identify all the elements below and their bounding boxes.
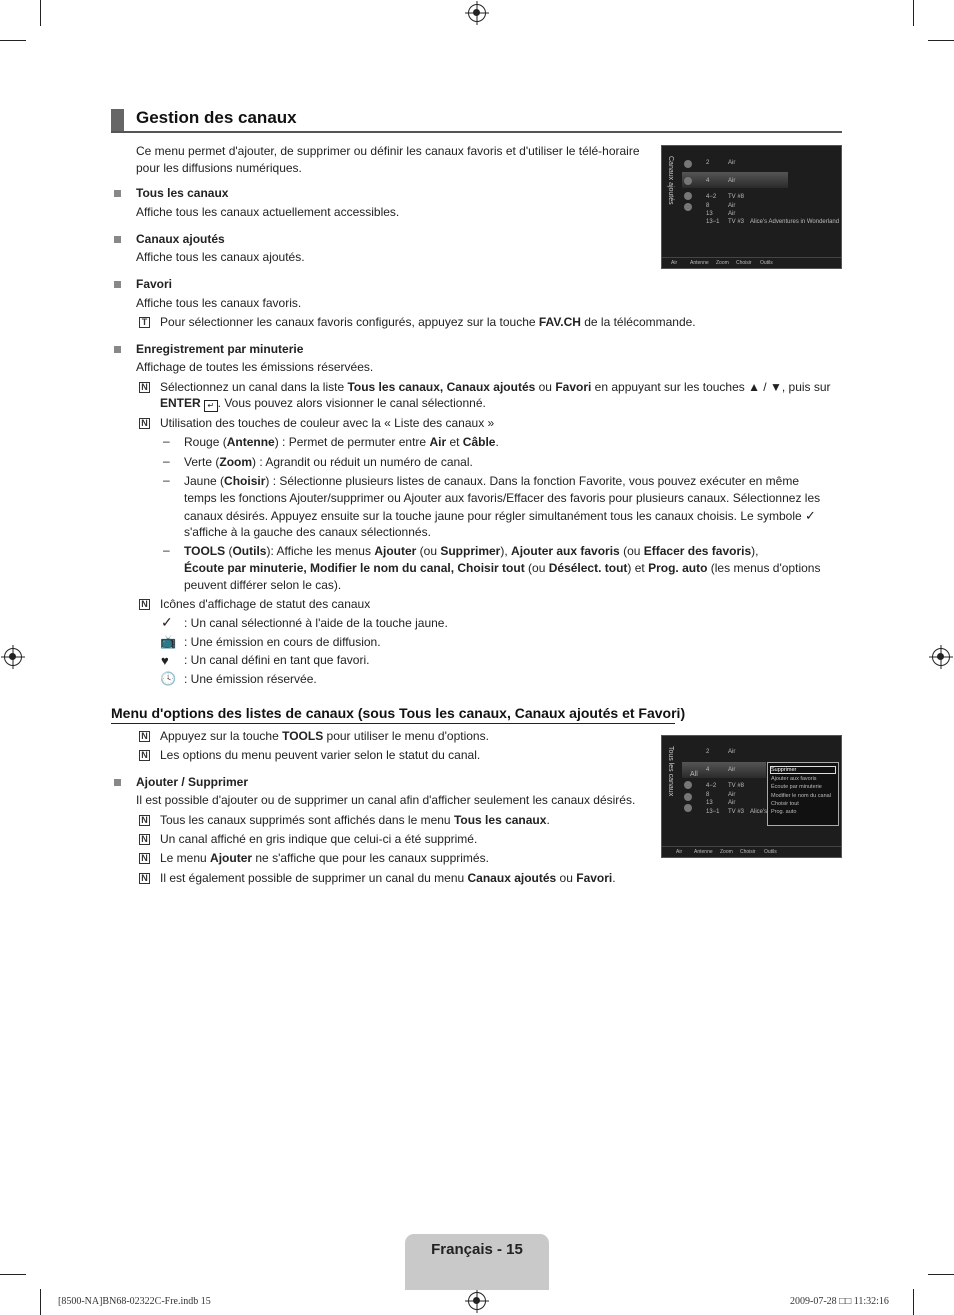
- tip-note-icon: T: [139, 317, 150, 328]
- row-name: Air: [728, 203, 736, 209]
- channel-icon: [684, 177, 692, 185]
- all-label: All: [690, 771, 698, 778]
- antenna-icon: [684, 781, 692, 789]
- screen-footer: [662, 846, 841, 857]
- check-icon: ✓: [805, 508, 816, 523]
- clock-icon: [684, 203, 692, 211]
- menu-item-supprimer[interactable]: Supprimer: [770, 766, 836, 774]
- note-icon: N: [139, 599, 150, 610]
- note-icons: Icônes d'affichage de statut des canaux: [160, 597, 371, 611]
- note-icon: N: [139, 873, 150, 884]
- row-name: Air: [728, 767, 736, 773]
- item-heading: Favori: [136, 277, 173, 291]
- crop-mark: [913, 0, 914, 26]
- crop-mark: [0, 40, 26, 41]
- note-icon: N: [139, 750, 150, 761]
- dash-bullet: –: [163, 543, 170, 557]
- favori-note: Pour sélectionner les canaux favoris configurés, appuyez sur la touche FAV.CH de la télécommande.: [160, 315, 696, 329]
- section2-rule: [111, 723, 675, 724]
- crop-mark: [913, 1289, 914, 1315]
- bullet-square-icon: [114, 281, 121, 288]
- clock-icon: 🕓: [160, 671, 177, 686]
- item-desc: Il est possible d'ajouter ou de supprimer un canal afin d'afficher seulement les canaux désirés.: [136, 793, 636, 807]
- title-rule: [111, 131, 842, 133]
- bullet-square-icon: [114, 190, 121, 197]
- status-check-text: : Un canal sélectionné à l'aide de la touche jaune.: [184, 616, 448, 630]
- item-desc: Affiche tous les canaux favoris.: [136, 296, 302, 310]
- item-heading: Canaux ajoutés: [136, 232, 225, 246]
- antenna-icon: [684, 160, 692, 168]
- note-select-line2: ENTER ↵ . Vous pouvez alors visionner le canal sélectionné.: [160, 396, 486, 410]
- item-desc: Affiche tous les canaux ajoutés.: [136, 250, 305, 264]
- registration-mark-icon: [468, 4, 486, 22]
- options-menu: [767, 762, 839, 826]
- status-tv-text: : Une émission en cours de diffusion.: [184, 635, 381, 649]
- row-name: Air: [728, 749, 736, 755]
- row-program: Alice's: [750, 809, 768, 815]
- row-num: 13−1: [706, 809, 720, 815]
- registration-mark-icon: [4, 648, 22, 666]
- crop-mark: [40, 0, 41, 26]
- print-info-left: [8500-NA]BN68-02322C-Fre.indb 15: [58, 1296, 211, 1307]
- dash-bullet: –: [163, 454, 170, 468]
- crop-mark: [928, 40, 954, 41]
- item-desc: Affiche tous les canaux actuellement accessibles.: [136, 205, 400, 219]
- row-name: Air: [728, 211, 736, 217]
- note-colors: Utilisation des touches de couleur avec la « Liste des canaux »: [160, 416, 495, 430]
- footer-item: Antenne: [690, 260, 709, 266]
- intro-text: Ce menu permet d'ajouter, de supprimer ou définir les canaux favoris et d'utiliser le télé-horaire pour les diffusions numériques.: [136, 144, 640, 175]
- s2-note-item: Il est également possible de supprimer un canal du menu Canaux ajoutés ou Favori.: [160, 871, 616, 885]
- crop-mark: [40, 1289, 41, 1315]
- dash-yellow-line4: s'affiche à la gauche des canaux sélectionnés.: [184, 525, 431, 539]
- heart-icon: [684, 793, 692, 801]
- tv-screen-tous-les-canaux: [661, 735, 842, 858]
- dash-yellow-line2: temps les fonctions Ajouter/supprimer ou Ajouter aux favoris/Effacer des favoris pour plusieurs canaux. Sélectionnez les: [184, 491, 821, 505]
- screen-footer: [662, 257, 841, 268]
- dash-bullet: –: [163, 434, 170, 448]
- heart-icon: ♥: [161, 653, 169, 668]
- row-num: 13: [706, 800, 713, 806]
- footer-item: Choisir: [736, 260, 752, 266]
- s2-note1: Appuyez sur la touche TOOLS pour utiliser le menu d'options.: [160, 729, 489, 743]
- row-num: 8: [706, 203, 710, 209]
- status-clock-text: : Une émission réservée.: [184, 672, 317, 686]
- note-icon: N: [139, 418, 150, 429]
- row-name: Air: [728, 160, 736, 166]
- footer-item: Zoom: [720, 849, 733, 855]
- footer-item: Outils: [760, 260, 773, 266]
- s2-note-item: Le menu Ajouter ne s'affiche que pour les canaux supprimés.: [160, 851, 489, 865]
- note-icon: N: [139, 382, 150, 393]
- registration-mark-icon: [932, 648, 950, 666]
- section2-title: Menu d'options des listes de canaux (sous Tous les canaux, Canaux ajoutés et Favori): [111, 705, 686, 721]
- item-desc: Affichage de toutes les émissions réservées.: [136, 360, 374, 374]
- row-name: TV #8: [728, 783, 745, 789]
- dash-yellow-line1: Jaune (Choisir) : Sélectionne plusieurs listes de canaux. Dans la fonction Favorite, vous pouvez exécuter en même: [184, 474, 799, 488]
- s2-note2: Les options du menu peuvent varier selon le statut du canal.: [160, 748, 481, 762]
- menu-item[interactable]: Choisir tout: [771, 801, 799, 807]
- footer-item: Air: [671, 260, 678, 266]
- crop-mark: [0, 1274, 26, 1275]
- enter-key-icon: ↵: [204, 400, 218, 412]
- row-num: 4−2: [706, 194, 717, 200]
- row-name: TV #8: [728, 194, 745, 200]
- footer-item: Air: [676, 849, 683, 855]
- dash-bullet: –: [163, 473, 170, 487]
- item-heading: Tous les canaux: [136, 186, 229, 200]
- footer-item: Antenne: [694, 849, 713, 855]
- row-num: 4: [706, 767, 710, 773]
- screen-side-label: Canaux ajoutés: [667, 156, 674, 205]
- dash-red: Rouge (Antenne) : Permet de permuter entre Air et Câble.: [184, 435, 499, 449]
- s2-note-item: Tous les canaux supprimés sont affichés dans le menu Tous les canaux.: [160, 813, 550, 827]
- row-program: Alice's Adventures in Wonderland: [750, 219, 840, 225]
- registration-mark-icon: [468, 1292, 486, 1310]
- dash-tools-line3: peuvent différer selon le cas).: [184, 578, 342, 592]
- dash-tools-line1: TOOLS (Outils): Affiche les menus Ajouter (ou Supprimer), Ajouter aux favoris (ou Effacer des favoris),: [184, 544, 759, 558]
- note-icon: N: [139, 731, 150, 742]
- note-icon: N: [139, 834, 150, 845]
- page-number-label: Français - 15: [431, 1241, 523, 1258]
- check-icon: ✓: [161, 614, 173, 630]
- bullet-square-icon: [114, 346, 121, 353]
- note-select-line1: Sélectionnez un canal dans la liste Tous les canaux, Canaux ajoutés ou Favori en appuyant sur les touches ▲ / ▼, puis sur: [160, 380, 831, 394]
- dash-green: Verte (Zoom) : Agrandit ou réduit un numéro de canal.: [184, 455, 473, 469]
- crop-mark: [928, 1274, 954, 1275]
- row-name: TV #3: [728, 219, 745, 225]
- footer-item: Choisir: [740, 849, 756, 855]
- item-heading: Enregistrement par minuterie: [136, 342, 304, 356]
- tv-screen-canaux-ajoutes: [661, 145, 842, 269]
- row-name: Air: [728, 792, 736, 798]
- menu-item[interactable]: Écoute par minuterie: [771, 784, 822, 790]
- row-name: TV #3: [728, 809, 745, 815]
- item-heading: Ajouter / Supprimer: [136, 775, 249, 789]
- clock-icon: [684, 804, 692, 812]
- tv-icon: 📺: [160, 634, 177, 649]
- menu-item[interactable]: Prog. auto: [771, 809, 797, 815]
- note-icon: N: [139, 853, 150, 864]
- row-num: 2: [706, 749, 710, 755]
- row-num: 4−2: [706, 783, 717, 789]
- bullet-square-icon: [114, 236, 121, 243]
- note-icon: N: [139, 815, 150, 826]
- row-num: 4: [706, 178, 710, 184]
- footer-item: Outils: [764, 849, 777, 855]
- row-name: Air: [728, 800, 736, 806]
- status-heart-text: : Un canal défini en tant que favori.: [184, 653, 370, 667]
- row-num: 2: [706, 160, 710, 166]
- row-num: 13−1: [706, 219, 720, 225]
- screen-side-label: Tous les canaux: [667, 746, 674, 797]
- row-name: Air: [728, 178, 736, 184]
- menu-item[interactable]: Modifier le nom du canal: [771, 793, 831, 799]
- bullet-square-icon: [114, 779, 121, 786]
- s2-note-item: Un canal affiché en gris indique que celui-ci a été supprimé.: [160, 832, 478, 846]
- dash-tools-line2: Écoute par minuterie, Modifier le nom du canal, Choisir tout (ou Désélect. tout) et Prog. auto (les menus d'options: [184, 561, 821, 575]
- page-title: Gestion des canaux: [136, 108, 297, 127]
- footer-item: Zoom: [716, 260, 729, 266]
- heart-icon: [684, 192, 692, 200]
- title-accent-bar: [111, 109, 124, 131]
- row-num: 8: [706, 792, 710, 798]
- print-info-right: 2009-07-28 □□ 11:32:16: [790, 1296, 889, 1307]
- dash-yellow-line3: canaux désirés. Appuyez ensuite sur la touche jaune pour régler simultanément tous les canaux choisis. Le symbole ✓: [184, 508, 816, 523]
- menu-item[interactable]: Ajouter aux favoris: [771, 776, 817, 782]
- row-num: 13: [706, 211, 713, 217]
